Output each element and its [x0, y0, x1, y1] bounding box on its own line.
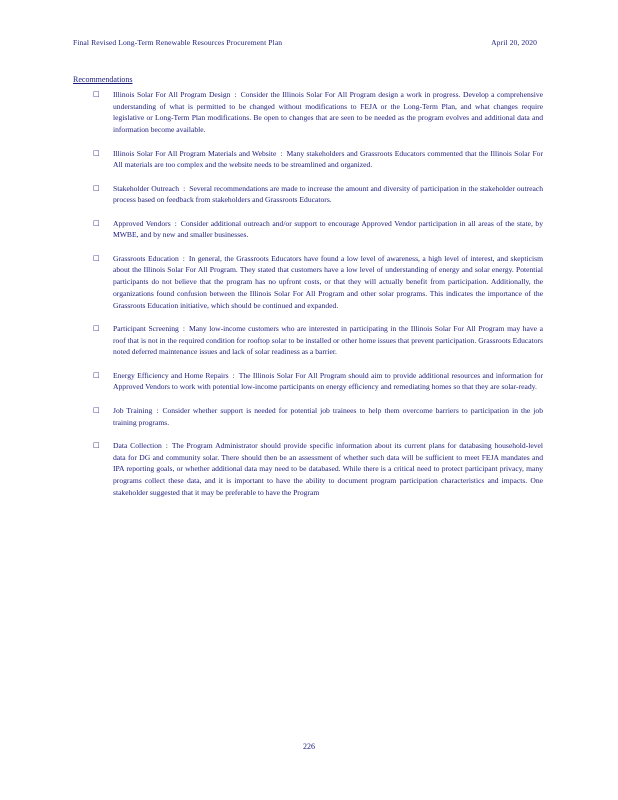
- item-text: In general, the Grassroots Educators have found a low level of awareness, a high level of interest, and skepticism about the Illinois Solar For All Program. They stated that customers have a low level of understanding of energy and solar energy. Potential participants do not believe that the program has no upfront costs, or that they will actually benefit from participation. Additionally, the organizations found confusion between the Illinois Solar For All Program and other solar programs. This indicates the importance of the Grassroots Education initiative, which should be continued and expanded.: [113, 253, 543, 310]
- list-item: □ Grassroots Education : In general, the Grassroots Educators have found a low level of awareness, a high level of interest, and skepticism about the Illinois Solar For All Program. They stated that customers have a low level of understanding of energy and solar energy. Potential participants do not believe that the program has no upfront costs, or that they will actually benefit from participation. Additionally, the organizations found confusion between the Illinois Solar For All Program and other solar programs. This indicates the importance of the Grassroots Education initiative, which should be continued and expanded.: [93, 253, 543, 310]
- header-document-title: Final Revised Long-Term Renewable Resources Procurement Plan: [73, 38, 283, 47]
- item-text: Consider the Illinois Solar For All Program design a work in progress. Develop a comprehensive understanding of what is permitted to be changed without modifications to FEJA or the Long-Term Plan, and what changes require legislative or Long-Term Plan modifications. Be open to changes that are seen to be needed as the program evolves and additional data and information become available.: [113, 90, 543, 135]
- recommendations-list: [93, 89, 543, 510]
- checkbox-bullet-icon: □: [93, 183, 100, 192]
- list-item: □ Stakeholder Outreach : Several recommendations are made to increase the amount and diversity of participation in the stakeholder outreach process based on feedback from stakeholders and Grassroots Educators.: [93, 183, 543, 205]
- item-text: Many low-income customers who are interested in participating in the Illinois Solar For All Program may have a roof that is not in the required condition for rooftop solar to be installed or other home issues that prevent participation. Grassroots Educators noted deferred maintenance issues and lack of solar readiness as a barrier.: [113, 323, 543, 357]
- item-title: Illinois Solar For All Program Materials and Website: [113, 148, 277, 158]
- header-date: April 20, 2020: [491, 38, 537, 47]
- checkbox-bullet-icon: □: [93, 323, 100, 332]
- item-title: Participant Screening: [113, 323, 179, 333]
- checkbox-bullet-icon: □: [93, 218, 100, 227]
- list-item: □ Energy Efficiency and Home Repairs : The Illinois Solar For All Program should aim to provide additional resources and information for Approved Vendors to work with potential low-income participants on energy efficiency and remediating homes so that they are solar-ready.: [93, 370, 543, 392]
- item-title: Illinois Solar For All Program Design: [113, 90, 231, 99]
- list-item: □ Illinois Solar For All Program Design : Consider the Illinois Solar For All Program design a work in progress. Develop a comprehensive understanding of what is permitted to be changed without modifications to FEJA or the Long-Term Plan, and what changes require legislative or Long-Term Plan modifications. Be open to changes that are seen to be needed as the program evolves and additional data and information become available.: [93, 90, 543, 135]
- item-text: Consider whether support is needed for potential job trainees to help them overcome barriers to participation in the job training programs.: [113, 405, 543, 427]
- list-item: □ Data Collection : The Program Administrator should provide specific information about its current plans for databasing household-level data for DG and community solar. There should then be an assessment of whether such data will be sufficient to meet FEJA mandates and IPA reporting goals, or whether additional data may need to be databased. While there is a critical need to protect participant privacy, many programs collect these data, and it is important to have the ability to document program participation characteristics and impacts. One stakeholder suggested that it may be preferable to have the Program: [93, 440, 543, 497]
- list-item: □ Participant Screening : Many low-income customers who are interested in participating in the Illinois Solar For All Program may have a roof that is not in the required condition for rooftop solar to be installed or other home issues that prevent participation. Grassroots Educators noted deferred maintenance issues and lack of solar readiness as a barrier.: [93, 323, 543, 357]
- checkbox-bullet-icon: □: [93, 90, 100, 98]
- section-heading: Recommendations: [73, 75, 133, 84]
- item-text: The Illinois Solar For All Program should aim to provide additional resources and information for Approved Vendors to work with potential low-income participants on energy efficiency and remediating homes so that they are solar-ready.: [113, 370, 543, 392]
- item-text: Several recommendations are made to increase the amount and diversity of participation in the stakeholder outreach process based on feedback from stakeholders and Grassroots Educators.: [113, 183, 543, 205]
- list-item: □ Illinois Solar For All Program Materials and Website : Many stakeholders and Grassroots Educators commented that the Illinois Solar For All materials are too complex and the website needs to be streamlined and organized.: [93, 148, 543, 170]
- checkbox-bullet-icon: □: [93, 370, 100, 379]
- item-title: Data Collection: [113, 440, 162, 450]
- item-text: Consider additional outreach and/or support to encourage Approved Vendor participation in all areas of the state, by MWBE, and by new and smaller businesses.: [113, 218, 544, 240]
- item-title: Approved Vendors: [113, 218, 171, 228]
- item-title: Energy Efficiency and Home Repairs: [113, 370, 229, 380]
- checkbox-bullet-icon: □: [93, 440, 100, 449]
- checkbox-bullet-icon: □: [93, 253, 100, 262]
- item-title: Stakeholder Outreach: [113, 183, 180, 193]
- page-number: 226: [303, 742, 315, 751]
- item-text: Many stakeholders and Grassroots Educators commented that the Illinois Solar For All materials are too complex and the website needs to be streamlined and organized.: [113, 148, 543, 170]
- list-item: □ Job Training : Consider whether support is needed for potential job trainees to help them overcome barriers to participation in the job training programs.: [93, 405, 543, 427]
- checkbox-bullet-icon: □: [93, 148, 100, 157]
- checkbox-bullet-icon: □: [93, 405, 100, 414]
- item-text: The Program Administrator should provide specific information about its current plans for databasing household-level data for DG and community solar. There should then be an assessment of whether such data will be sufficient to meet FEJA mandates and IPA reporting goals, or whether additional data may need to be databased. While there is a critical need to protect participant privacy, many programs collect these data, and it is important to have the ability to document program participation characteristics and impacts. One stakeholder suggested that it may be preferable to have the Program: [113, 440, 543, 497]
- list-item: □ Approved Vendors : Consider additional outreach and/or support to encourage Approved Vendor participation in all areas of the state, by MWBE, and by new and smaller businesses.: [93, 218, 544, 240]
- item-title: Job Training: [113, 405, 153, 415]
- item-title: Grassroots Education: [113, 253, 179, 263]
- page-header: [73, 38, 537, 47]
